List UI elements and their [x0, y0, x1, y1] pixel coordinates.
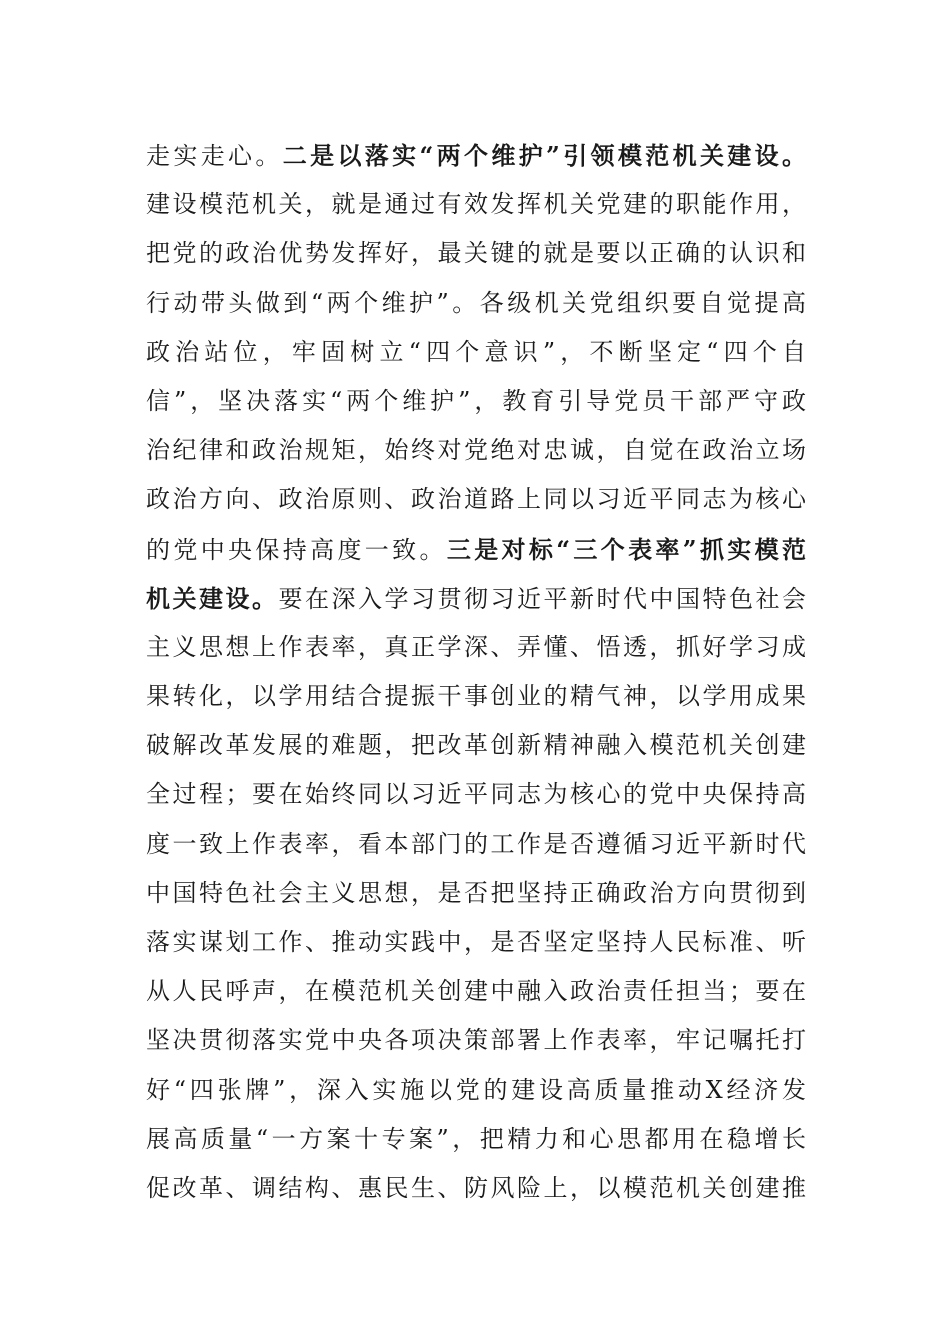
text-line	[146, 525, 806, 574]
text-segment: 促改革、调结构、惠民生、防风险上，以模范机关创建推	[146, 1173, 806, 1202]
bold-text-segment: 机关建设。	[146, 583, 279, 613]
text-line	[146, 1115, 806, 1164]
text-line	[146, 623, 806, 672]
text-line	[146, 279, 806, 328]
text-line	[146, 918, 806, 967]
text-segment: 全过程；要在始终同以习近平同志为核心的党中央保持高	[146, 780, 806, 809]
text-segment: 政治站位，牢固树立“四个意识”，不断坚定“四个自	[146, 337, 806, 366]
text-line	[146, 377, 806, 426]
text-segment: 走实走心。	[146, 142, 283, 170]
text-line	[146, 770, 806, 819]
text-line	[146, 328, 806, 377]
text-line	[146, 869, 806, 918]
text-segment: 好“四张牌”，深入实施以党的建设高质量推动X经济发	[146, 1075, 806, 1104]
text-segment: 落实谋划工作、推动实践中，是否坚定坚持人民标准、听	[146, 928, 806, 956]
bold-text-segment: 三是对标“三个表率”抓实模范	[446, 534, 806, 564]
text-segment: 坚决贯彻落实党中央各项决策部署上作表率，牢记嘱托打	[146, 1026, 806, 1055]
text-segment: 果转化，以学用结合提振干事创业的精气神，以学用成果	[146, 682, 806, 711]
text-line	[146, 672, 806, 721]
text-line	[146, 574, 806, 623]
text-segment: 主义思想上作表率，真正学深、弄懂、悟透，抓好学习成	[146, 632, 806, 661]
text-line	[146, 967, 806, 1016]
text-line	[146, 820, 806, 869]
text-segment: 政治方向、政治原则、政治道路上同以习近平同志为核心	[146, 485, 806, 514]
body-text	[146, 131, 806, 1213]
text-line	[146, 1066, 806, 1115]
text-line	[146, 475, 806, 524]
text-line	[146, 229, 806, 278]
text-line	[146, 1016, 806, 1065]
text-line	[146, 426, 806, 475]
text-segment: 破解改革发展的难题，把改革创新精神融入模范机关创建	[146, 731, 806, 760]
text-line	[146, 1164, 806, 1213]
text-segment: 行动带头做到“两个维护”。各级机关党组织要自觉提高	[146, 288, 806, 317]
text-segment: 要在深入学习贯彻习近平新时代中国特色社会	[278, 584, 806, 613]
text-segment: 从人民呼声，在模范机关创建中融入政治责任担当；要在	[146, 977, 806, 1006]
text-segment: 治纪律和政治规矩，始终对党绝对忠诚，自觉在政治立场	[146, 436, 806, 465]
text-segment: 把党的政治优势发挥好，最关键的就是要以正确的认识和	[146, 239, 806, 268]
text-segment: 信”，坚决落实“两个维护”，教育引导党员干部严守政	[146, 386, 806, 415]
text-line	[146, 131, 806, 180]
text-segment: 展高质量“一方案十专案”，把精力和心思都用在稳增长	[146, 1124, 806, 1153]
text-segment: 度一致上作表率，看本部门的工作是否遵循习近平新时代	[146, 829, 806, 858]
text-line	[146, 180, 806, 229]
text-segment: 建设模范机关，就是通过有效发挥机关党建的职能作用，	[146, 190, 806, 219]
text-segment: 的党中央保持高度一致。	[146, 535, 447, 564]
bold-text-segment: 二是以落实“两个维护”引领模范机关建设。	[282, 141, 806, 170]
text-line	[146, 721, 806, 770]
text-segment: 中国特色社会主义思想，是否把坚持正确政治方向贯彻到	[146, 878, 806, 907]
